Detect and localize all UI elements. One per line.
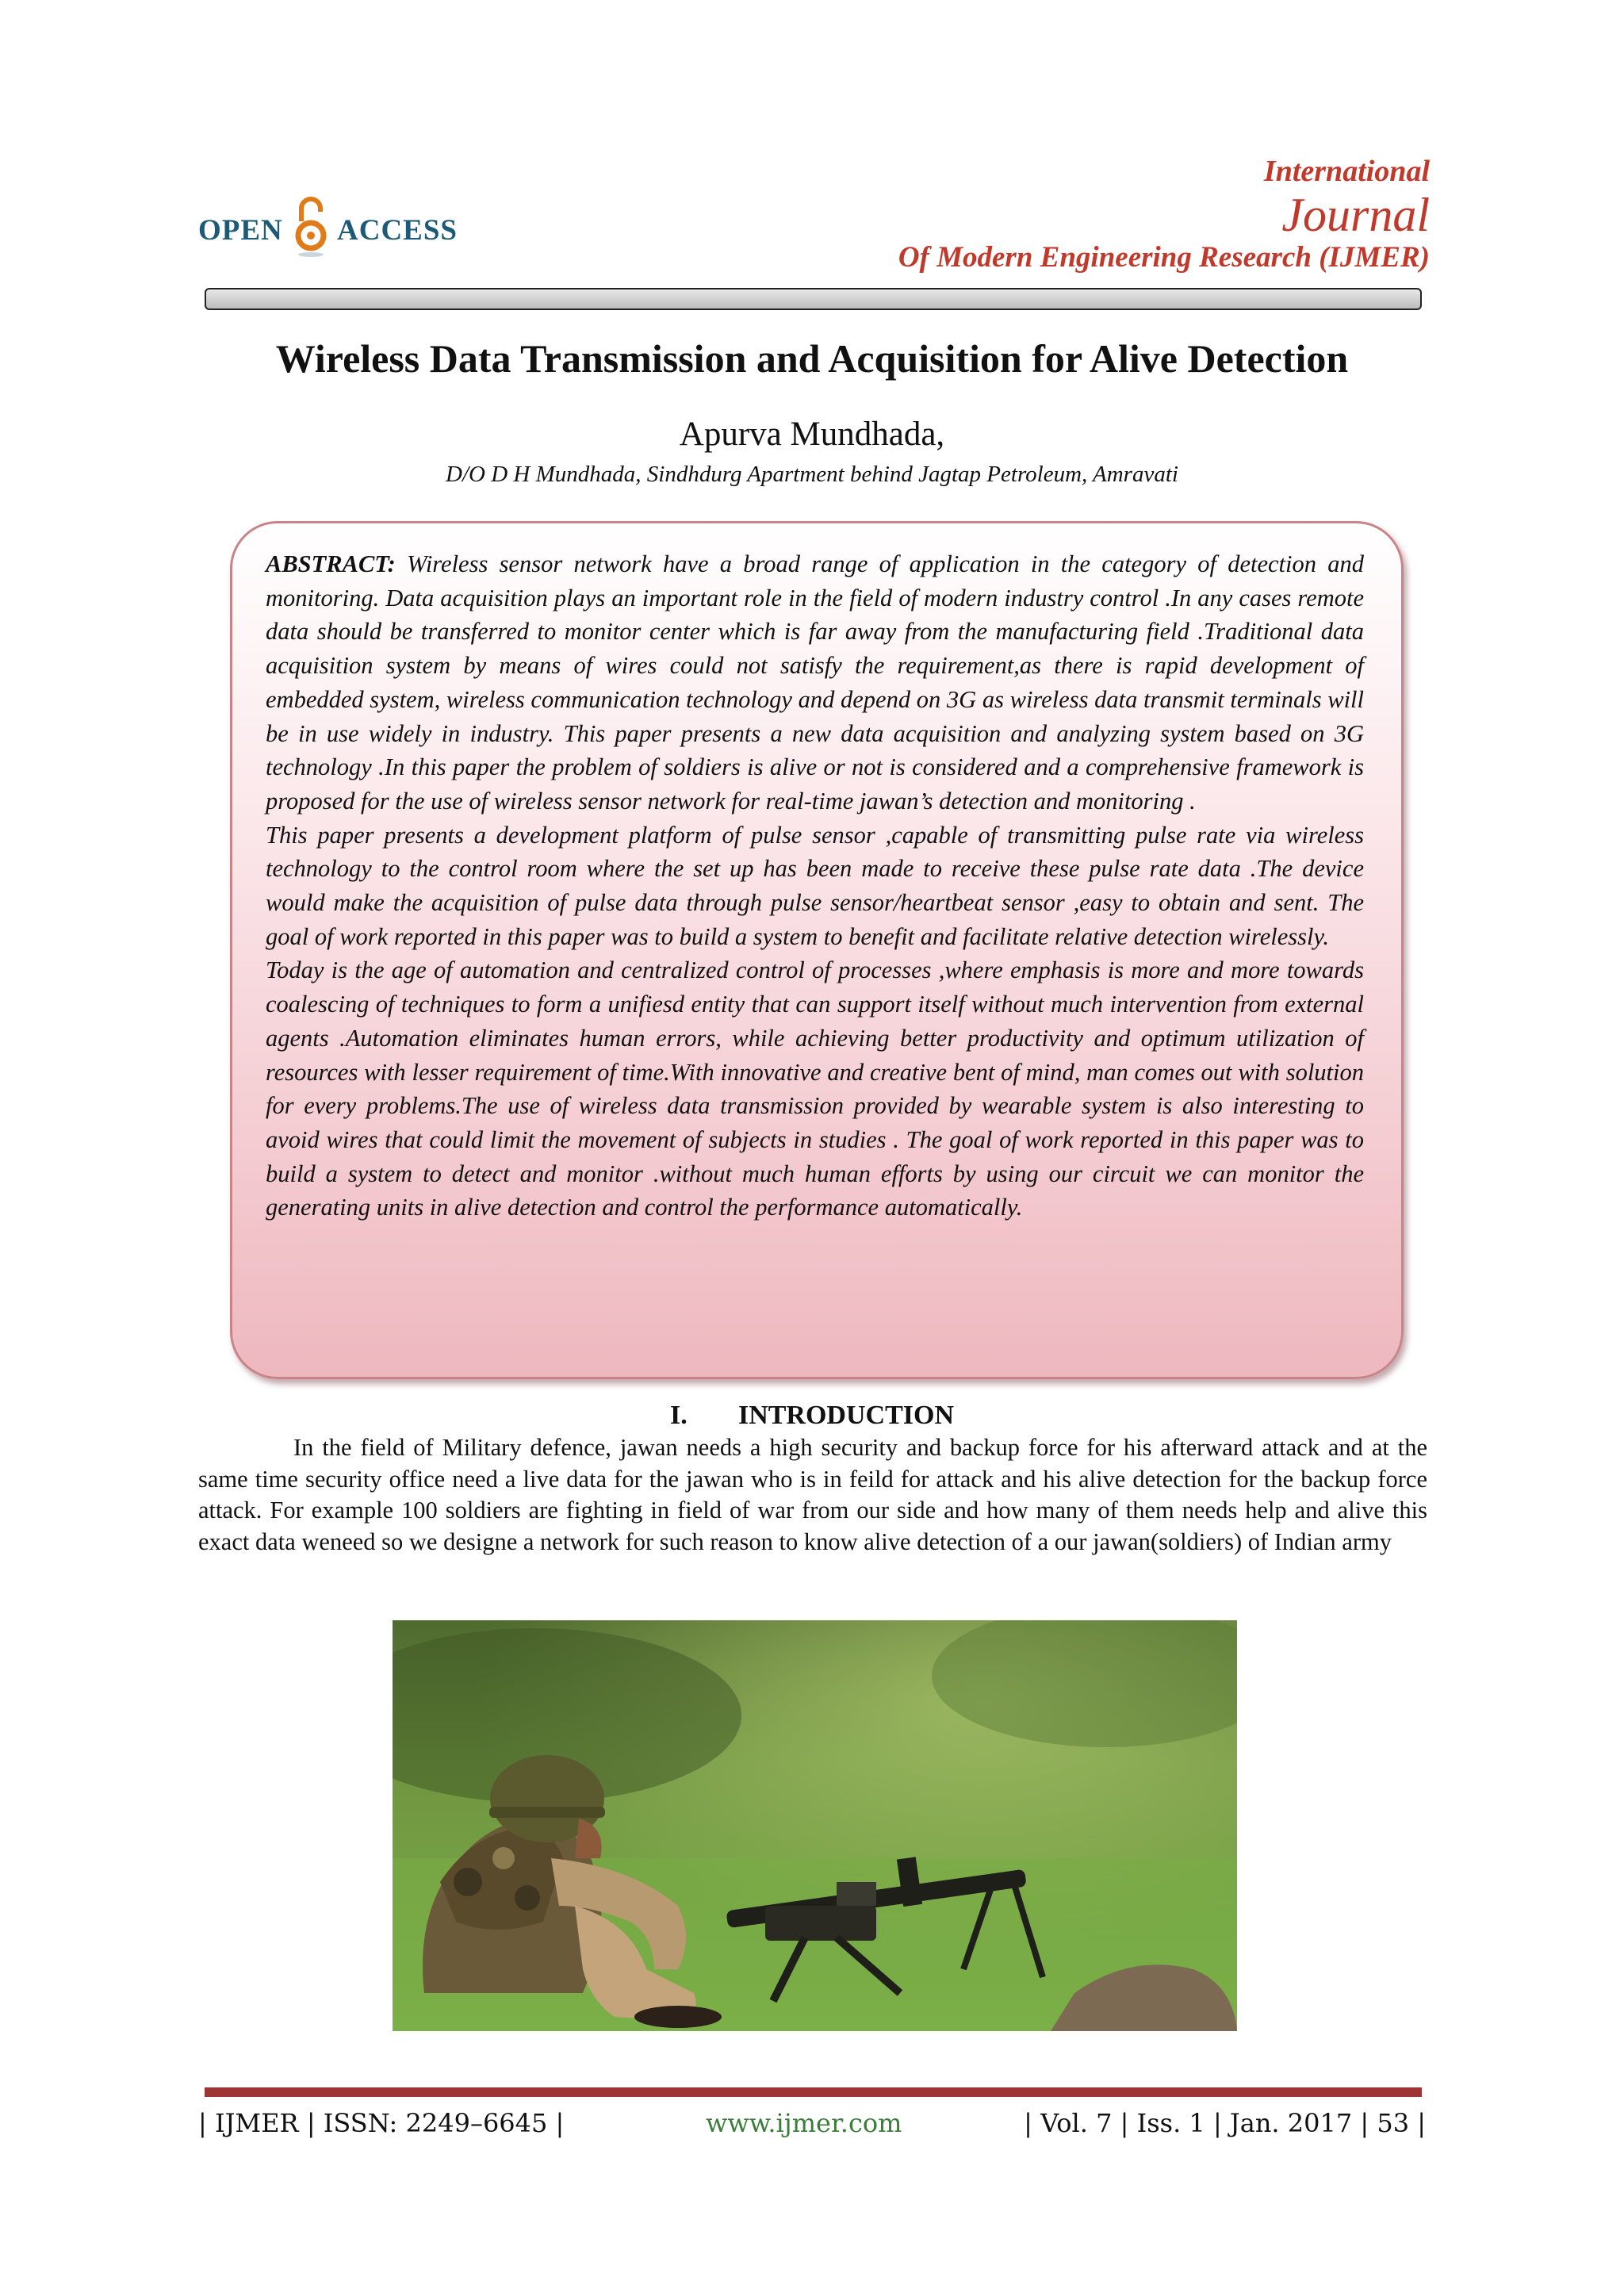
open-access-logo	[198, 194, 484, 266]
abstract-paragraph-1	[266, 547, 1364, 818]
abstract-paragraph-2: This paper presents a development platform of pulse sensor ,capable of transmitting pulse rate via wireless technology to the control room where the set up has been made to receive these pulse rate data .The device would make the acquisition of pulse data through pulse sensor/heartbeat sensor ,easy to obtain and sent. The goal of work reported in this paper was to build a system to benefit and facilitate relative detection wirelessly.	[266, 821, 1364, 950]
abstract-body	[266, 547, 1364, 1225]
journal-line-journal: Journal	[1281, 189, 1430, 241]
introduction-body	[198, 1432, 1427, 1558]
paper-author: Apurva Mundhada,	[679, 416, 945, 453]
footer-issn: | IJMER | ISSN: 2249–6645 |	[198, 2108, 565, 2138]
section-heading-introduction	[159, 1400, 1465, 1432]
journal-title-block	[898, 152, 1430, 276]
header-divider-bar	[205, 288, 1422, 310]
paper-affiliation: D/O D H Mundhada, Sindhdurg Apartment behind Jagtap Petroleum, Amravati	[446, 462, 1178, 487]
footer-volume-page: | Vol. 7 | Iss. 1 | Jan. 2017 | 53 |	[1024, 2108, 1426, 2138]
open-access-open-text: OPEN	[198, 214, 283, 247]
journal-line-subtitle: Of Modern Engineering Research (IJMER)	[898, 241, 1430, 274]
footer-divider-bar	[205, 2087, 1422, 2097]
soldier-photo	[393, 1620, 1237, 2031]
soldier-photo-illustration	[393, 1620, 1237, 2031]
journal-line-international: International	[1263, 155, 1430, 188]
open-access-lock-icon	[293, 194, 328, 258]
footer-website-link[interactable]: www.ijmer.com	[706, 2108, 902, 2138]
introduction-paragraph: In the field of Military defence, jawan needs a high security and backup force for his afterward attack and at the same time security office need a live data for the jawan who is in feild for attack and his alive detection for the backup force attack. For example 100 soldiers are fighting in field of war from our side and how many of them needs help and alive this exact data weneed so we designe a network for such reason to know alive detection of a our jawan(soldiers) of Indian army	[198, 1434, 1427, 1555]
paper-title: Wireless Data Transmission and Acquisition for Alive Detection	[275, 336, 1349, 381]
abstract-label: ABSTRACT:	[266, 550, 396, 577]
section-title: INTRODUCTION	[737, 1401, 955, 1430]
abstract-paragraph-3: Today is the age of automation and centralized control of processes ,where emphasis is more and more towards coalescing of techniques to form a unifiesd entity that can support itself without much intervention from external agents .Automation eliminates human errors, while achieving better productivity and optimum utilization of resources with lesser requirement of time.With innovative and creative bent of mind, man comes out with solution for every problems.The use of wireless data transmission provided by wearable system is also interesting to avoid wires that could limit the movement of subjects in studies . The goal of work reported in this paper was to build a system to detect and monitor .without much human efforts by using our circuit we can monitor the generating units in alive detection and control the performance automatically.	[266, 956, 1364, 1221]
abstract-p1-text: Wireless sensor network have a broad range of application in the category of detection and monitoring. Data acquisition plays an important role in the field of modern industry control .In any cases remote data should be transferred to monitor center which is far away from the manufacturing field .Traditional data acquisition system by means of wires could not satisfy the requirement,as there is rapid development of embedded system, wireless communication technology and depend on 3G as wireless data transmit terminals will be in use widely in industry. This paper presents a new data acquisition and analyzing system based on 3G technology .In this paper the problem of soldiers is alive or not is considered and a comprehensive framework is proposed for the use of wireless sensor network for real-time jawan’s detection and monitoring .	[266, 550, 1365, 815]
open-access-access-text: ACCESS	[337, 214, 458, 247]
section-number: I.	[669, 1401, 688, 1430]
